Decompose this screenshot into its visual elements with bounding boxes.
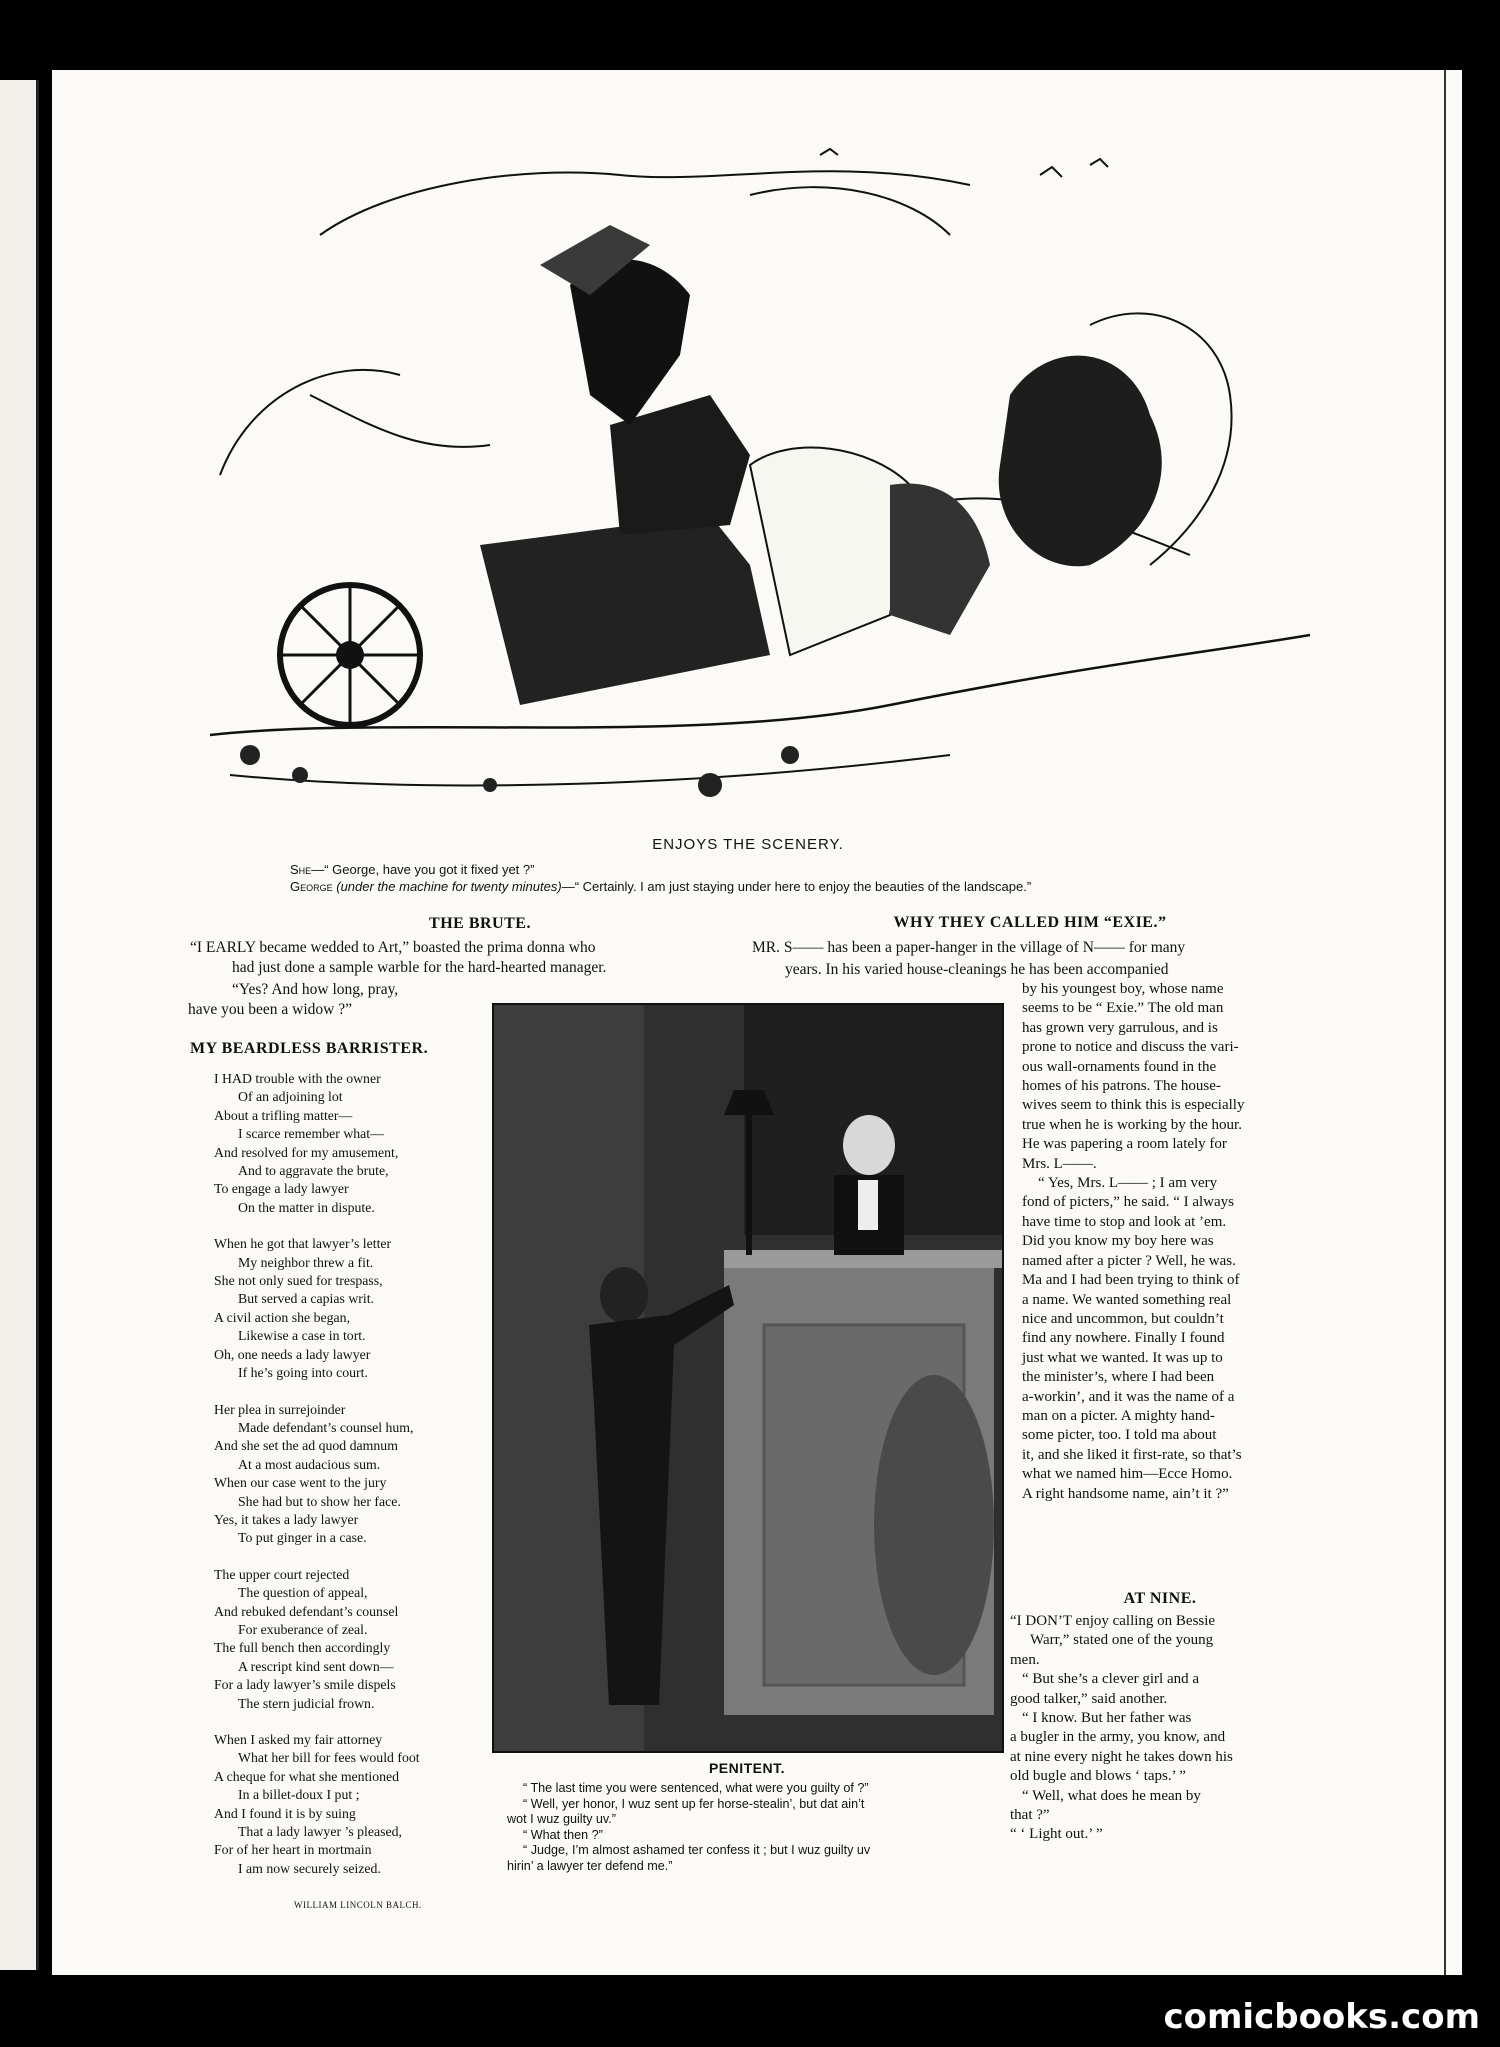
penitent-courtroom-photo	[492, 1003, 1004, 1753]
brute-line-4: have you been a widow ?”	[188, 1001, 352, 1018]
poem-line: Of an adjoining lot	[238, 1089, 343, 1105]
exie-line: years. In his varied house-cleanings he has been accompanied	[785, 961, 1169, 978]
poem-line: And resolved for my amusement,	[214, 1144, 399, 1160]
nine-line: that ?”	[1010, 1807, 1050, 1824]
poem-line: What her bill for fees would foot	[238, 1750, 420, 1766]
poem-line: And to aggravate the brute,	[238, 1163, 389, 1179]
poem-line: I scarce remember what—	[238, 1126, 384, 1142]
nine-line: “ Well, what does he mean by	[1022, 1787, 1201, 1804]
photo-caption-title: PENITENT.	[708, 1760, 786, 1776]
poem-author: WILLIAM LINCOLN BALCH.	[294, 1900, 422, 1911]
poem-line: Yes, it takes a lady lawyer	[214, 1511, 359, 1527]
poem-title: MY BEARDLESS BARRISTER.	[190, 1040, 429, 1057]
caption-text: —“ George, have you got it fixed yet ?”	[311, 862, 535, 877]
exie-line: by his youngest boy, whose name	[1022, 981, 1224, 997]
cartoon-caption-line-2	[290, 878, 1031, 895]
poem-line: And I found it is by suing	[214, 1805, 356, 1821]
poem-line: A cheque for what she mentioned	[214, 1768, 400, 1784]
poem-stanza	[214, 1566, 484, 1713]
exie-line: ous wall-ornaments found in the	[1022, 1058, 1217, 1075]
poem-line: On the matter in dispute.	[238, 1199, 375, 1215]
caption-line: “ What then ?”	[523, 1827, 603, 1842]
poem-line: I am now securely seized.	[238, 1860, 381, 1876]
exie-line: MR. S—— has been a paper-hanger in the village of N—— for many	[752, 939, 1186, 956]
nine-line: “I DON’T enjoy calling on Bessie	[1010, 1613, 1216, 1629]
nine-line: “ ‘ Light out.’ ”	[1010, 1826, 1103, 1843]
poem-line: The stern judicial frown.	[238, 1695, 375, 1711]
page-right-edge	[1444, 70, 1462, 1975]
article-title-exie: WHY THEY CALLED HIM “EXIE.”	[893, 914, 1167, 931]
exie-line: Did you know my boy here was	[1022, 1233, 1214, 1250]
exie-line: a-workin’, and it was the name of a	[1022, 1388, 1235, 1405]
poem-line: About a trifling matter—	[214, 1107, 353, 1123]
facing-page-edge	[0, 80, 39, 1970]
exie-line: find any nowhere. Finally I found	[1022, 1330, 1225, 1347]
poem-line: A rescript kind sent down—	[238, 1658, 394, 1674]
exie-line: Ma and I had been trying to think of	[1022, 1272, 1240, 1289]
site-watermark: comicbooks.com	[1163, 1997, 1480, 2037]
automobile-cartoon-illustration	[190, 95, 1320, 835]
exie-line: A right handsome name, ain’t it ?”	[1022, 1485, 1229, 1502]
caption-line: “ The last time you were sentenced, what were you guilty of ?”	[523, 1781, 869, 1795]
nine-column	[1010, 1612, 1310, 1845]
poem-body	[214, 1070, 484, 1915]
poem-line: My neighbor threw a fit.	[238, 1254, 374, 1270]
speaker-she: She	[290, 862, 312, 877]
nine-line: a bugler in the army, you know, and	[1010, 1729, 1226, 1746]
poem-stanza	[214, 1070, 484, 1217]
nine-line: “ But she’s a clever girl and a	[1022, 1671, 1200, 1688]
exie-line: what we named him—Ecce Homo.	[1022, 1466, 1233, 1483]
nine-line: at nine every night he takes down his	[1010, 1748, 1233, 1765]
brute-line-3: “Yes? And how long, pray,	[232, 981, 399, 998]
exie-line: prone to notice and discuss the vari-	[1022, 1039, 1239, 1056]
poem-line: For exuberance of zeal.	[238, 1621, 368, 1637]
exie-column	[1022, 980, 1304, 1504]
nine-line: Warr,” stated one of the young	[1030, 1632, 1214, 1649]
poem-line: And she set the ad quod damnum	[214, 1438, 398, 1454]
exie-line: nice and uncommon, but couldn’t	[1022, 1310, 1224, 1327]
nine-line: “ I know. But her father was	[1022, 1710, 1192, 1727]
poem-line: The upper court rejected	[214, 1566, 350, 1582]
exie-line: homes of his patrons. The house-	[1022, 1078, 1221, 1095]
poem-line: To engage a lady lawyer	[214, 1181, 349, 1197]
exie-line: the minister’s, where I had been	[1022, 1369, 1215, 1386]
poem-line: And rebuked defendant’s counsel	[214, 1603, 399, 1619]
poem-line: If he’s going into court.	[238, 1365, 368, 1381]
poem-line: A civil action she began,	[214, 1309, 351, 1325]
poem-line: Likewise a case in tort.	[238, 1328, 366, 1344]
exie-line: just what we wanted. It was up to	[1022, 1349, 1223, 1366]
caption-line: “ Judge, I’m almost ashamed ter confess it ; but I wuz guilty uv	[523, 1843, 871, 1857]
poem-line: When our case went to the jury	[214, 1475, 387, 1491]
poem-line: To put ginger in a case.	[238, 1530, 367, 1546]
poem-line: When he got that lawyer’s letter	[214, 1236, 392, 1252]
poem-stanza	[214, 1731, 484, 1878]
cartoon-caption-title: ENJOYS THE SCENERY.	[652, 836, 844, 853]
exie-line: Mrs. L——.	[1022, 1155, 1097, 1172]
exie-line: man on a picter. A mighty hand-	[1022, 1407, 1215, 1424]
poem-line: Her plea in surrejoinder	[214, 1401, 346, 1417]
poem-line: At a most audacious sum.	[238, 1456, 381, 1472]
photo-caption-body	[507, 1781, 871, 1874]
nine-line: good talker,” said another.	[1010, 1690, 1168, 1707]
poem-line: For of her heart in mortmain	[214, 1842, 372, 1858]
exie-line: a name. We wanted something real	[1022, 1291, 1232, 1308]
stage-direction: (under the machine for twenty minutes)	[336, 879, 562, 894]
caption-text: —“ Certainly. I am just staying under here to enjoy the beauties of the landscape.”	[561, 879, 1032, 894]
poem-line: I HAD trouble with the owner	[214, 1071, 381, 1086]
exie-line: seems to be “ Exie.” The old man	[1022, 1000, 1224, 1017]
nine-line: old bugle and blows ‘ taps.’ ”	[1010, 1768, 1186, 1785]
poem-line: But served a capias writ.	[238, 1291, 375, 1307]
poem-line: The full bench then accordingly	[214, 1640, 391, 1656]
poem-line: When I asked my fair attorney	[214, 1732, 383, 1747]
exie-line: named after a picter ? Well, he was.	[1022, 1252, 1236, 1269]
poem-line: For a lady lawyer’s smile dispels	[214, 1677, 396, 1693]
exie-line: some picter, too. I told ma about	[1022, 1427, 1217, 1444]
exie-line: true when he is working by the hour.	[1022, 1116, 1242, 1133]
caption-line: “ Well, yer honor, I wuz sent up fer horse-stealin’, but dat ain’t	[523, 1796, 865, 1811]
poem-line: She had but to show her face.	[238, 1493, 401, 1509]
poem-line: That a lady lawyer ’s pleased,	[238, 1824, 402, 1840]
exie-line: have time to stop and look at ’em.	[1022, 1213, 1227, 1230]
poem-line: She not only sued for trespass,	[214, 1273, 383, 1289]
exie-line: wives seem to think this is especially	[1022, 1097, 1245, 1114]
brute-line-2: had just done a sample warble for the hard-hearted manager.	[232, 959, 607, 976]
exie-line: it, and she liked it first-rate, so that’s	[1022, 1446, 1242, 1463]
article-title-nine: AT NINE.	[1123, 1590, 1197, 1607]
brute-line-1: “I EARLY became wedded to Art,” boasted the prima donna who	[190, 939, 596, 956]
nine-line: men.	[1010, 1651, 1040, 1668]
article-title-brute: THE BRUTE.	[429, 915, 531, 932]
poem-stanza	[214, 1401, 484, 1548]
caption-line: wot I wuz guilty uv.”	[507, 1812, 616, 1826]
poem-line: Made defendant’s counsel hum,	[238, 1419, 414, 1435]
exie-line: has grown very garrulous, and is	[1022, 1019, 1218, 1036]
poem-line: The question of appeal,	[238, 1585, 368, 1601]
poem-line: In a billet-doux I put ;	[238, 1787, 360, 1803]
poem-line: Oh, one needs a lady lawyer	[214, 1346, 371, 1362]
exie-line: He was papering a room lately for	[1022, 1136, 1227, 1153]
exie-line: “ Yes, Mrs. L—— ; I am very	[1038, 1175, 1218, 1192]
speaker-george: George	[290, 879, 333, 894]
cartoon-caption-line-1	[290, 861, 534, 878]
caption-line: hirin’ a lawyer ter defend me.”	[507, 1858, 673, 1873]
poem-stanza	[214, 1235, 484, 1382]
exie-line: fond of picters,” he said. “ I always	[1022, 1194, 1235, 1211]
